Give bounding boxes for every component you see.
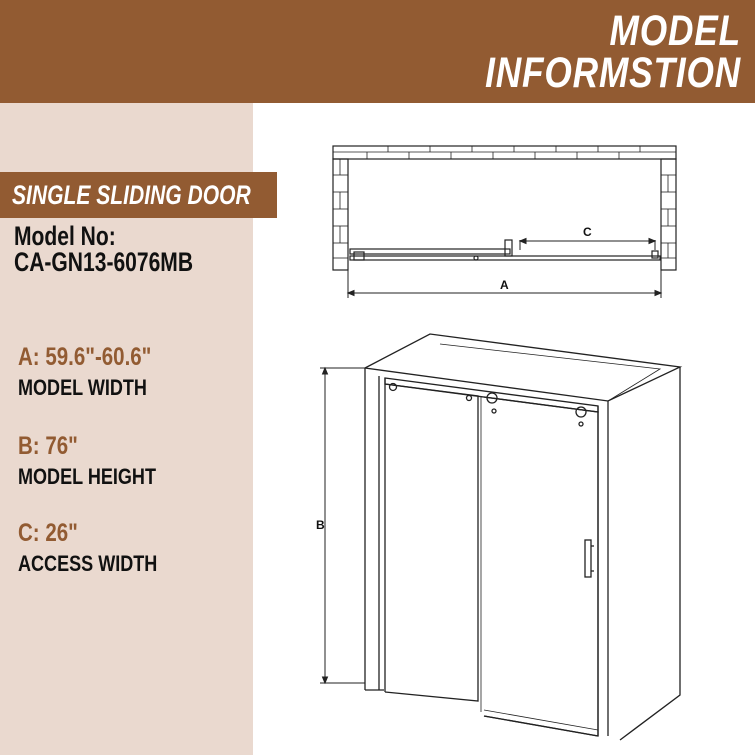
dimension-b-line [320,368,365,683]
dimension-b-value: B: 76" [18,432,78,460]
dimension-b-description: MODEL HEIGHT [18,464,156,489]
dimension-a-description: MODEL WIDTH [18,375,147,400]
top-view-right-wall [661,159,676,270]
label-b: B [316,518,325,532]
model-number-value: CA-GN13-6076MB [14,247,194,277]
top-view-roller [474,256,478,260]
label-c: C [583,225,592,239]
enclosure-top [365,334,680,401]
dimension-c-description: ACCESS WIDTH [18,551,158,576]
dimension-c-value: C: 26" [18,519,78,547]
top-view-right-bracket [652,251,658,258]
roller-4 [576,407,586,417]
top-view-diagram [333,146,676,270]
page-title-line-1: MODEL [609,7,741,55]
top-view-left-wall [333,159,348,270]
roller-2 [467,396,472,401]
door-type-label: SINGLE SLIDING DOOR [12,180,251,210]
top-view-back-wall [333,146,676,159]
front-view-diagram [365,334,680,740]
sliding-glass-panel [484,397,598,736]
top-view-fixed-panel [350,256,660,260]
dimension-a-value: A: 59.6"-60.6" [18,343,152,371]
page-title-line-2: INFORMSTION [485,49,741,97]
door-handle [585,540,591,577]
dimension-c-line [520,239,655,251]
model-number-label: Model No: [14,221,116,251]
top-view-sliding-panel [350,249,510,254]
right-wall-edge [620,367,680,740]
label-a: A [500,278,509,292]
fixed-glass-panel [385,384,478,701]
